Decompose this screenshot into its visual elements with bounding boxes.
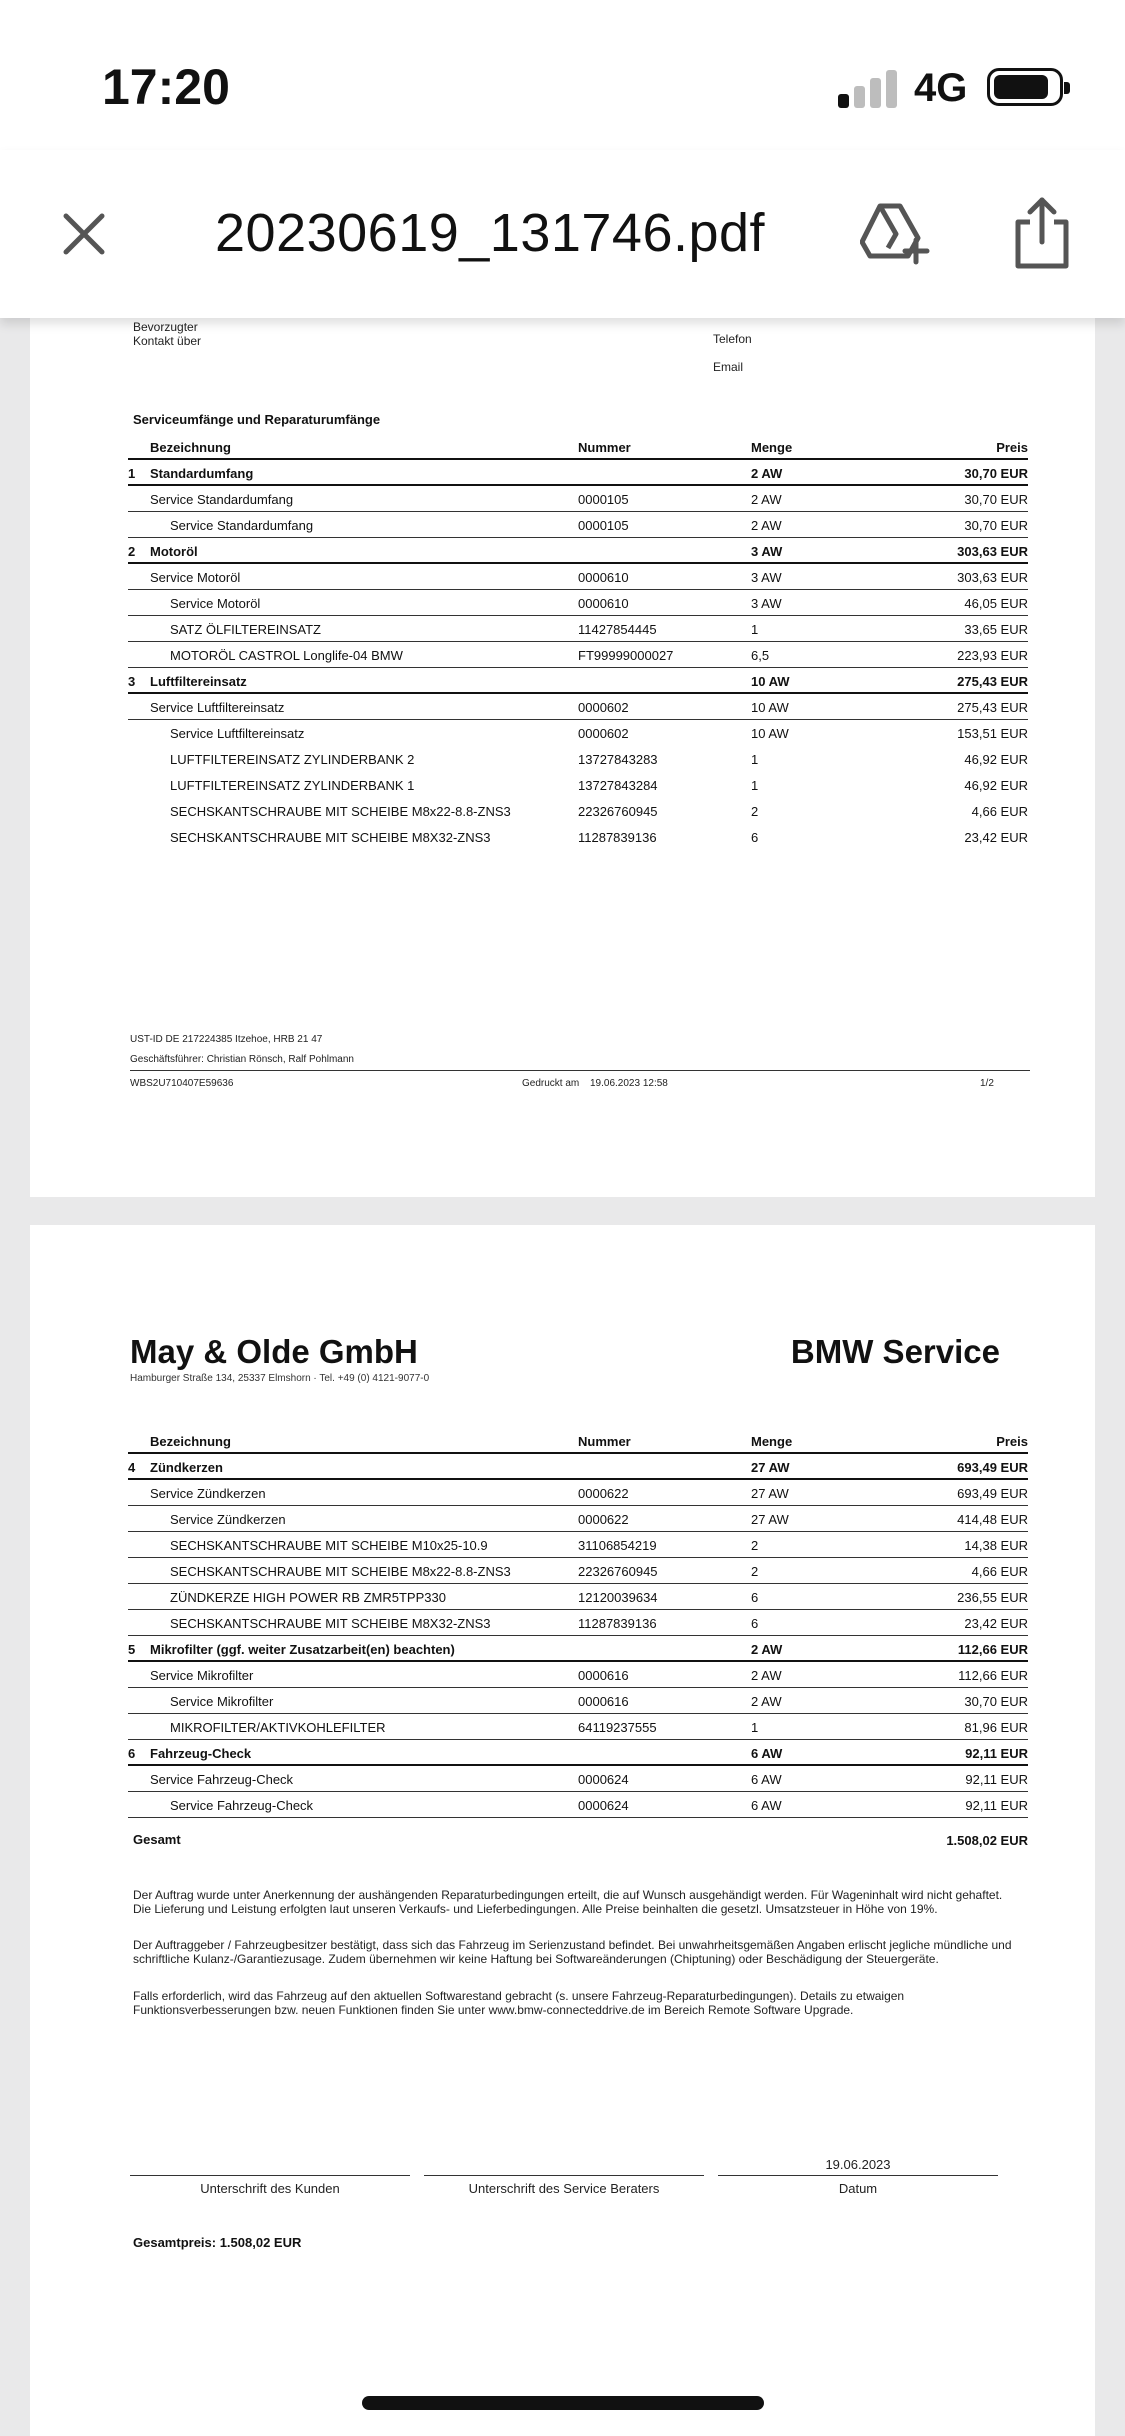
row-name: Service Luftfiltereinsatz — [150, 700, 285, 715]
table-row — [128, 512, 1028, 538]
row-name: Zündkerzen — [150, 1460, 223, 1475]
signature-advisor-label: Unterschrift des Service Beraters — [468, 2181, 660, 2196]
row-quantity: 2 — [751, 1564, 759, 1579]
row-number: 5 — [128, 1642, 136, 1657]
row-price: 30,70 EUR — [964, 518, 1028, 533]
add-to-drive-button[interactable] — [860, 200, 932, 266]
table-row — [128, 1792, 1028, 1818]
brand-logo-text: BMW Service — [790, 1333, 1000, 1370]
row-name: Mikrofilter (ggf. weiter Zusatzarbeit(en) beachten) — [150, 1642, 455, 1657]
close-button[interactable] — [56, 206, 112, 262]
table-row — [128, 694, 1028, 720]
battery-icon — [987, 68, 1063, 106]
table-row — [128, 1480, 1028, 1506]
row-quantity: 27 AW — [751, 1512, 789, 1527]
row-price: 693,49 EUR — [957, 1486, 1028, 1501]
row-price: 4,66 EUR — [971, 1564, 1028, 1579]
table-row — [128, 1610, 1028, 1636]
row-part-number: 22326760945 — [578, 804, 658, 819]
row-quantity: 1 — [751, 622, 759, 637]
row-quantity: 10 AW — [751, 700, 789, 715]
row-quantity: 6 AW — [751, 1772, 782, 1787]
row-price: 275,43 EUR — [957, 700, 1028, 715]
row-part-number: 11427854445 — [578, 622, 657, 637]
table-row — [128, 798, 1028, 824]
table-row — [128, 642, 1028, 668]
row-part-number: 0000610 — [578, 570, 629, 585]
company-address: Hamburger Straße 134, 25337 Elmshorn · Tel. +49 (0) 4121-9077-0 — [130, 1373, 430, 1384]
row-name: Service Luftfiltereinsatz — [170, 726, 305, 741]
table-row — [128, 616, 1028, 642]
row-price: 23,42 EUR — [964, 1616, 1028, 1631]
row-part-number: 0000602 — [578, 726, 629, 741]
footer-ust: UST-ID DE 217224385 Itzehoe, HRB 21 47 — [130, 1034, 323, 1045]
row-name: LUFTFILTEREINSATZ ZYLINDERBANK 2 — [170, 752, 415, 767]
footer-printed-label: Gedruckt am — [522, 1078, 580, 1089]
row-price: 30,70 EUR — [964, 1694, 1028, 1709]
footer-printed-date: 19.06.2023 12:58 — [590, 1078, 668, 1089]
row-quantity: 10 AW — [751, 674, 790, 689]
grand-total: Gesamtpreis: 1.508,02 EUR — [133, 2235, 302, 2250]
row-name: MIKROFILTER/AKTIVKOHLEFILTER — [170, 1720, 386, 1735]
row-quantity: 2 AW — [751, 1668, 782, 1683]
contact-label: Bevorzugter Kontakt über — [133, 320, 202, 348]
table-section-row — [128, 460, 1028, 486]
row-quantity: 6,5 — [751, 648, 770, 663]
row-price: 33,65 EUR — [964, 622, 1028, 637]
row-price: 4,66 EUR — [971, 804, 1028, 819]
table-row — [128, 824, 1028, 850]
row-name: Luftfiltereinsatz — [150, 674, 247, 689]
row-quantity: 6 — [751, 1616, 759, 1631]
table-header — [128, 1428, 1028, 1454]
row-part-number: 0000622 — [578, 1512, 629, 1527]
row-part-number: 0000105 — [578, 518, 629, 533]
table-header — [128, 434, 1028, 460]
table-section-row — [128, 1636, 1028, 1662]
signal-strength-icon — [838, 66, 900, 108]
terms-paragraph-3: Falls erforderlich, wird das Fahrzeug auf den aktuellen Softwarestand gebracht (s. unsere Fahrzeug-Reparaturbedingungen). Details zu etwaigen Funktionsverbesserungen bzw. neuen Funktionen finden Sie unter www.bmw-connecteddrive.de im Bereich Remote Software Upgrade. — [133, 1989, 905, 2017]
table-row — [128, 720, 1028, 746]
table-row — [128, 746, 1028, 772]
contact-email-label: Email — [713, 360, 744, 374]
row-name: Service Zündkerzen — [150, 1486, 266, 1501]
row-name: MOTORÖL CASTROL Longlife-04 BMW — [170, 648, 403, 663]
row-quantity: 6 — [751, 1590, 759, 1605]
row-price: 275,43 EUR — [957, 674, 1028, 689]
row-quantity: 2 — [751, 1538, 759, 1553]
row-part-number: 22326760945 — [578, 1564, 658, 1579]
row-price: 303,63 EUR — [957, 544, 1028, 559]
signature-line-customer — [130, 2175, 410, 2176]
row-name: SECHSKANTSCHRAUBE MIT SCHEIBE M8x22-8.8-ZNS3 — [170, 804, 511, 819]
row-price: 23,42 EUR — [964, 830, 1028, 845]
row-price: 46,05 EUR — [964, 596, 1028, 611]
row-part-number: 12120039634 — [578, 1590, 658, 1605]
row-quantity: 2 — [751, 804, 759, 819]
row-price: 46,92 EUR — [964, 752, 1028, 767]
row-part-number: 31106854219 — [578, 1538, 657, 1553]
row-price: 14,38 EUR — [964, 1538, 1028, 1553]
terms-paragraph-2: Der Auftraggeber / Fahrzeugbesitzer bestätigt, dass sich das Fahrzeug im Serienzustand befindet. Bei unwahrheitsgemäßen Angaben erlischt jegliche mündliche und schriftliche Kulanz-/Garantiezusage. Zudem übernehmen wir keine Haftung bei Softwareänderungen (Chiptuning) oder Beschädigung der Steuergeräte. — [133, 1938, 1012, 1966]
row-price: 223,93 EUR — [957, 648, 1028, 663]
row-part-number: 0000624 — [578, 1798, 629, 1813]
signature-date-label: Datum — [838, 2181, 878, 2196]
row-part-number: 0000105 — [578, 492, 629, 507]
terms-paragraph-1: Der Auftrag wurde unter Anerkennung der aushängenden Reparaturbedingungen erteilt, die auf Wunsch ausgehändigt werden. Für Wageninhalt wird nicht gehaftet. Die Lieferung und Leistung erfolgten laut unseren Verkaufs- und Lieferbedingungen. Alle Preise beinhalten die gesetzl. Umsatzsteuer in Höhe von 19%. — [133, 1888, 1003, 1916]
status-time: 17:20 — [102, 59, 230, 115]
row-price: 30,70 EUR — [964, 466, 1028, 481]
row-quantity: 3 AW — [751, 544, 783, 559]
row-price: 92,11 EUR — [965, 1798, 1028, 1813]
pdf-page-2[interactable] — [30, 1225, 1095, 2436]
row-price: 112,66 EUR — [958, 1668, 1028, 1683]
col-name-header: Bezeichnung — [150, 440, 231, 455]
row-quantity: 2 AW — [751, 1694, 782, 1709]
col-price-header: Preis — [996, 440, 1028, 455]
contact-phone-label: Telefon — [713, 332, 752, 346]
row-price: 303,63 EUR — [957, 570, 1028, 585]
row-quantity: 3 AW — [751, 570, 782, 585]
row-name: ZÜNDKERZE HIGH POWER RB ZMR5TPP330 — [170, 1590, 446, 1605]
row-part-number: 0000622 — [578, 1486, 629, 1501]
col-qty-header: Menge — [751, 1434, 793, 1449]
col-qty-header: Menge — [751, 440, 793, 455]
row-name: Service Standardumfang — [170, 518, 314, 533]
row-price: 92,11 EUR — [965, 1746, 1028, 1761]
row-price: 112,66 EUR — [957, 1642, 1028, 1657]
row-quantity: 27 AW — [751, 1460, 790, 1475]
table-row — [128, 590, 1028, 616]
row-quantity: 1 — [751, 778, 759, 793]
col-number-header: Nummer — [578, 440, 631, 455]
row-name: SECHSKANTSCHRAUBE MIT SCHEIBE M10x25-10.9 — [170, 1538, 488, 1553]
row-price: 236,55 EUR — [957, 1590, 1028, 1605]
col-name-header: Bezeichnung — [150, 1434, 231, 1449]
row-price: 153,51 EUR — [957, 726, 1028, 741]
file-title: 20230619_131746.pdf — [215, 203, 766, 263]
home-indicator[interactable] — [362, 2396, 764, 2410]
row-name: Service Mikrofilter — [150, 1668, 254, 1683]
row-price: 414,48 EUR — [957, 1512, 1028, 1527]
row-quantity: 2 AW — [751, 518, 782, 533]
row-name: Service Mikrofilter — [170, 1694, 274, 1709]
table-row — [128, 1532, 1028, 1558]
table-section-row — [128, 668, 1028, 694]
table-row — [128, 1688, 1028, 1714]
table-row — [128, 564, 1028, 590]
table-row — [128, 486, 1028, 512]
row-name: SECHSKANTSCHRAUBE MIT SCHEIBE M8X32-ZNS3 — [170, 1616, 491, 1631]
row-quantity: 2 AW — [751, 1642, 783, 1657]
total-label: Gesamt — [133, 1832, 181, 1847]
row-price: 30,70 EUR — [964, 492, 1028, 507]
col-number-header: Nummer — [578, 1434, 631, 1449]
viewer-header — [0, 150, 1125, 318]
row-price: 92,11 EUR — [965, 1772, 1028, 1787]
table-row — [128, 1506, 1028, 1532]
row-name: LUFTFILTEREINSATZ ZYLINDERBANK 1 — [170, 778, 415, 793]
row-quantity: 27 AW — [751, 1486, 789, 1501]
signature-line-advisor — [424, 2175, 704, 2176]
table-row — [128, 772, 1028, 798]
signature-date-value: 19.06.2023 — [825, 2157, 891, 2172]
network-type: 4G — [914, 66, 968, 110]
close-icon — [56, 206, 112, 262]
row-part-number: FT99999000027 — [578, 648, 674, 663]
row-part-number: 13727843283 — [578, 752, 658, 767]
row-quantity: 1 — [751, 1720, 759, 1735]
row-quantity: 2 AW — [751, 466, 783, 481]
row-name: Service Fahrzeug-Check — [150, 1772, 294, 1787]
row-quantity: 10 AW — [751, 726, 789, 741]
share-icon — [1010, 196, 1074, 270]
footer-divider — [130, 1070, 1030, 1071]
row-quantity: 3 AW — [751, 596, 782, 611]
row-name: Fahrzeug-Check — [150, 1746, 252, 1761]
row-part-number: 0000610 — [578, 596, 629, 611]
table-section-row — [128, 1740, 1028, 1766]
row-name: SECHSKANTSCHRAUBE MIT SCHEIBE M8x22-8.8-ZNS3 — [170, 1564, 511, 1579]
signature-customer-label: Unterschrift des Kunden — [200, 2181, 340, 2196]
row-part-number: 0000616 — [578, 1668, 629, 1683]
footer-page-number: 1/2 — [980, 1078, 994, 1089]
row-quantity: 6 AW — [751, 1746, 783, 1761]
row-name: Motoröl — [150, 544, 198, 559]
row-number: 4 — [128, 1460, 136, 1475]
row-name: SECHSKANTSCHRAUBE MIT SCHEIBE M8X32-ZNS3 — [170, 830, 491, 845]
row-quantity: 6 — [751, 830, 759, 845]
row-name: Service Zündkerzen — [170, 1512, 286, 1527]
row-number: 2 — [128, 544, 136, 559]
row-price: 46,92 EUR — [964, 778, 1028, 793]
table-row — [128, 1584, 1028, 1610]
footer-management: Geschäftsführer: Christian Rönsch, Ralf Pohlmann — [130, 1054, 354, 1065]
row-part-number: 0000624 — [578, 1772, 629, 1787]
col-price-header: Preis — [996, 1434, 1028, 1449]
pdf-page-1[interactable] — [30, 310, 1095, 1197]
row-part-number: 11287839136 — [578, 1616, 657, 1631]
status-bar — [0, 0, 1125, 150]
table-row — [128, 1714, 1028, 1740]
section-heading: Serviceumfänge und Reparaturumfänge — [133, 412, 381, 427]
table-section-row — [128, 538, 1028, 564]
row-part-number: 0000616 — [578, 1694, 629, 1709]
row-part-number: 13727843284 — [578, 778, 658, 793]
row-name: Service Fahrzeug-Check — [170, 1798, 314, 1813]
row-name: Standardumfang — [150, 466, 254, 481]
row-name: Service Motoröl — [150, 570, 241, 585]
row-quantity: 6 AW — [751, 1798, 782, 1813]
table-section-row — [128, 1454, 1028, 1480]
row-quantity: 2 AW — [751, 492, 782, 507]
row-number: 1 — [128, 466, 136, 481]
table-row — [128, 1662, 1028, 1688]
row-number: 6 — [128, 1746, 136, 1761]
signature-line-date — [718, 2175, 998, 2176]
row-part-number: 64119237555 — [578, 1720, 657, 1735]
row-part-number: 0000602 — [578, 700, 629, 715]
row-name: Service Motoröl — [170, 596, 261, 611]
row-part-number: 11287839136 — [578, 830, 657, 845]
row-name: SATZ ÖLFILTEREINSATZ — [170, 622, 321, 637]
company-name: May & Olde GmbH — [130, 1333, 418, 1370]
footer-vin: WBS2U710407E59636 — [130, 1078, 234, 1089]
drive-add-icon — [860, 200, 932, 266]
row-name: Service Standardumfang — [150, 492, 294, 507]
row-quantity: 1 — [751, 752, 759, 767]
table-row — [128, 1558, 1028, 1584]
total-value: 1.508,02 EUR — [946, 1833, 1028, 1848]
row-price: 693,49 EUR — [957, 1460, 1028, 1475]
row-number: 3 — [128, 674, 136, 689]
share-button[interactable] — [1010, 196, 1074, 270]
row-price: 81,96 EUR — [964, 1720, 1028, 1735]
table-row — [128, 1766, 1028, 1792]
